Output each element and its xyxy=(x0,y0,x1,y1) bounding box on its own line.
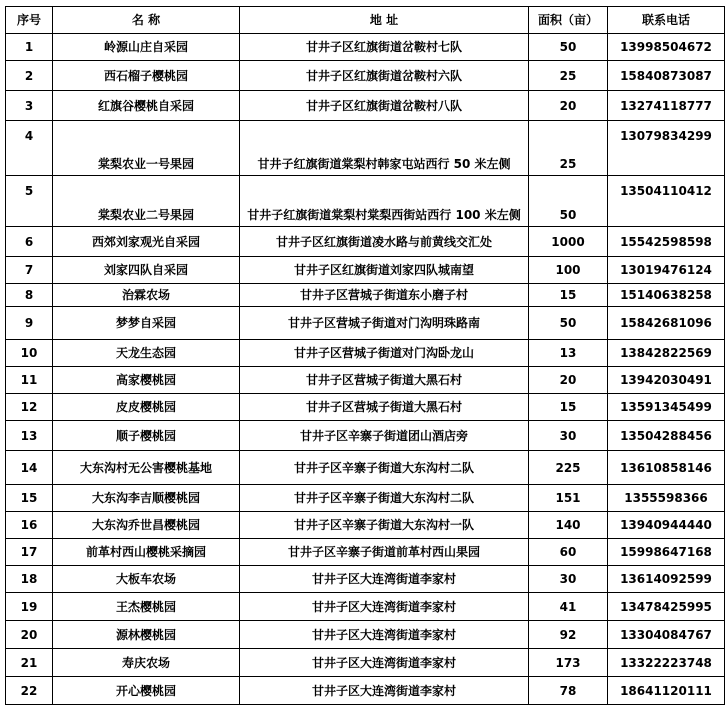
table-row xyxy=(6,61,725,91)
cell-name: 梦梦自采园 xyxy=(53,307,240,340)
cell-address: 甘井子区红旗街道岔鞍村六队 xyxy=(240,61,529,91)
table-row xyxy=(6,566,725,593)
cell-area: 92 xyxy=(529,621,608,649)
header-no: 序号 xyxy=(6,7,53,34)
cell-area: 25 xyxy=(529,121,608,176)
cell-no: 4 xyxy=(6,121,53,176)
cell-no: 8 xyxy=(6,284,53,307)
cell-address: 甘井子红旗街道棠梨村韩家屯站西行 50 米左侧 xyxy=(240,121,529,176)
cell-phone: 1355598366 xyxy=(608,485,725,512)
table-row xyxy=(6,307,725,340)
cell-phone: 13942030491 xyxy=(608,367,725,394)
cell-name: 高家樱桃园 xyxy=(53,367,240,394)
table-row xyxy=(6,91,725,121)
cell-address: 甘井子区营城子街道大黑石村 xyxy=(240,367,529,394)
cell-phone: 13591345499 xyxy=(608,394,725,421)
table-row xyxy=(6,649,725,677)
cell-area: 30 xyxy=(529,421,608,451)
header-area: 面积（亩） xyxy=(529,7,608,34)
cell-address: 甘井子区红旗街道刘家四队城南望 xyxy=(240,257,529,284)
cell-no: 17 xyxy=(6,539,53,566)
orchard-list-sheet xyxy=(5,6,725,705)
table-row xyxy=(6,394,725,421)
cell-address: 甘井子区辛寨子街道前革村西山果园 xyxy=(240,539,529,566)
cell-area: 13 xyxy=(529,340,608,367)
cell-name: 棠梨农业二号果园 xyxy=(53,176,240,227)
cell-phone: 18641120111 xyxy=(608,677,725,705)
cell-no: 16 xyxy=(6,512,53,539)
cell-name: 天龙生态园 xyxy=(53,340,240,367)
cell-phone: 13504110412 xyxy=(608,176,725,227)
cell-name: 源林樱桃园 xyxy=(53,621,240,649)
cell-name: 红旗谷樱桃自采园 xyxy=(53,91,240,121)
table-row xyxy=(6,367,725,394)
cell-name: 顺子樱桃园 xyxy=(53,421,240,451)
cell-area: 173 xyxy=(529,649,608,677)
cell-area: 151 xyxy=(529,485,608,512)
cell-phone: 13614092599 xyxy=(608,566,725,593)
cell-address: 甘井子区营城子街道对门沟明珠路南 xyxy=(240,307,529,340)
cell-area: 25 xyxy=(529,61,608,91)
table-row xyxy=(6,451,725,485)
table-row xyxy=(6,227,725,257)
cell-no: 22 xyxy=(6,677,53,705)
cell-address: 甘井子区大连湾街道李家村 xyxy=(240,621,529,649)
cell-area: 78 xyxy=(529,677,608,705)
cell-name: 大板车农场 xyxy=(53,566,240,593)
cell-area: 15 xyxy=(529,284,608,307)
cell-no: 21 xyxy=(6,649,53,677)
header-name: 名 称 xyxy=(53,7,240,34)
table-row xyxy=(6,176,725,227)
cell-area: 41 xyxy=(529,593,608,621)
cell-no: 19 xyxy=(6,593,53,621)
cell-phone: 13998504672 xyxy=(608,34,725,61)
cell-phone: 15842681096 xyxy=(608,307,725,340)
cell-phone: 15542598598 xyxy=(608,227,725,257)
table-row xyxy=(6,340,725,367)
cell-address: 甘井子区辛寨子街道大东沟村二队 xyxy=(240,485,529,512)
cell-area: 30 xyxy=(529,566,608,593)
cell-area: 50 xyxy=(529,307,608,340)
cell-phone: 13940944440 xyxy=(608,512,725,539)
cell-no: 11 xyxy=(6,367,53,394)
cell-address: 甘井子区营城子街道对门沟卧龙山 xyxy=(240,340,529,367)
cell-name: 西郊刘家观光自采园 xyxy=(53,227,240,257)
table-row xyxy=(6,539,725,566)
cell-address: 甘井子区营城子街道大黑石村 xyxy=(240,394,529,421)
cell-address: 甘井子红旗街道棠梨村棠梨西街站西行 100 米左侧 xyxy=(240,176,529,227)
table-row xyxy=(6,121,725,176)
cell-area: 60 xyxy=(529,539,608,566)
cell-area: 225 xyxy=(529,451,608,485)
cell-no: 3 xyxy=(6,91,53,121)
cell-area: 1000 xyxy=(529,227,608,257)
cell-address: 甘井子区红旗街道岔鞍村七队 xyxy=(240,34,529,61)
table-row xyxy=(6,512,725,539)
cell-phone: 13274118777 xyxy=(608,91,725,121)
cell-address: 甘井子区红旗街道岔鞍村八队 xyxy=(240,91,529,121)
cell-phone: 15840873087 xyxy=(608,61,725,91)
cell-address: 甘井子区大连湾街道李家村 xyxy=(240,593,529,621)
cell-no: 9 xyxy=(6,307,53,340)
cell-no: 6 xyxy=(6,227,53,257)
cell-address: 甘井子区大连湾街道李家村 xyxy=(240,677,529,705)
cell-no: 20 xyxy=(6,621,53,649)
cell-phone: 13842822569 xyxy=(608,340,725,367)
table-row xyxy=(6,677,725,705)
cell-no: 5 xyxy=(6,176,53,227)
table-row xyxy=(6,593,725,621)
cell-address: 甘井子区营城子街道东小磨子村 xyxy=(240,284,529,307)
cell-no: 2 xyxy=(6,61,53,91)
cell-phone: 13079834299 xyxy=(608,121,725,176)
cell-phone: 13478425995 xyxy=(608,593,725,621)
table-header-row xyxy=(6,7,725,34)
table-row xyxy=(6,257,725,284)
cell-phone: 15140638258 xyxy=(608,284,725,307)
cell-phone: 15998647168 xyxy=(608,539,725,566)
cell-name: 棠梨农业一号果园 xyxy=(53,121,240,176)
cell-no: 14 xyxy=(6,451,53,485)
cell-phone: 13322223748 xyxy=(608,649,725,677)
cell-no: 7 xyxy=(6,257,53,284)
cell-no: 15 xyxy=(6,485,53,512)
cell-phone: 13019476124 xyxy=(608,257,725,284)
header-address: 地 址 xyxy=(240,7,529,34)
table-row xyxy=(6,284,725,307)
cell-phone: 13304084767 xyxy=(608,621,725,649)
cell-name: 皮皮樱桃园 xyxy=(53,394,240,421)
cell-area: 50 xyxy=(529,34,608,61)
cell-phone: 13504288456 xyxy=(608,421,725,451)
cell-name: 寿庆农场 xyxy=(53,649,240,677)
cell-no: 12 xyxy=(6,394,53,421)
cell-no: 13 xyxy=(6,421,53,451)
table-row xyxy=(6,421,725,451)
table-row xyxy=(6,34,725,61)
cell-name: 开心樱桃园 xyxy=(53,677,240,705)
orchard-table xyxy=(5,6,725,705)
cell-name: 前革村西山樱桃采摘园 xyxy=(53,539,240,566)
cell-phone: 13610858146 xyxy=(608,451,725,485)
cell-address: 甘井子区大连湾街道李家村 xyxy=(240,566,529,593)
cell-name: 大东沟李吉顺樱桃园 xyxy=(53,485,240,512)
cell-name: 王杰樱桃园 xyxy=(53,593,240,621)
cell-area: 100 xyxy=(529,257,608,284)
cell-address: 甘井子区大连湾街道李家村 xyxy=(240,649,529,677)
cell-no: 18 xyxy=(6,566,53,593)
cell-name: 岭源山庄自采园 xyxy=(53,34,240,61)
cell-name: 大东沟乔世昌樱桃园 xyxy=(53,512,240,539)
cell-address: 甘井子区辛寨子街道团山酒店旁 xyxy=(240,421,529,451)
cell-area: 140 xyxy=(529,512,608,539)
table-row xyxy=(6,485,725,512)
cell-address: 甘井子区辛寨子街道大东沟村一队 xyxy=(240,512,529,539)
cell-area: 20 xyxy=(529,367,608,394)
cell-area: 50 xyxy=(529,176,608,227)
cell-name: 大东沟村无公害樱桃基地 xyxy=(53,451,240,485)
cell-address: 甘井子区红旗街道凌水路与前黄线交汇处 xyxy=(240,227,529,257)
cell-address: 甘井子区辛寨子街道大东沟村二队 xyxy=(240,451,529,485)
header-phone: 联系电话 xyxy=(608,7,725,34)
cell-name: 治霖农场 xyxy=(53,284,240,307)
cell-no: 10 xyxy=(6,340,53,367)
table-row xyxy=(6,621,725,649)
cell-no: 1 xyxy=(6,34,53,61)
cell-name: 刘家四队自采园 xyxy=(53,257,240,284)
cell-area: 15 xyxy=(529,394,608,421)
cell-area: 20 xyxy=(529,91,608,121)
cell-name: 西石榴子樱桃园 xyxy=(53,61,240,91)
